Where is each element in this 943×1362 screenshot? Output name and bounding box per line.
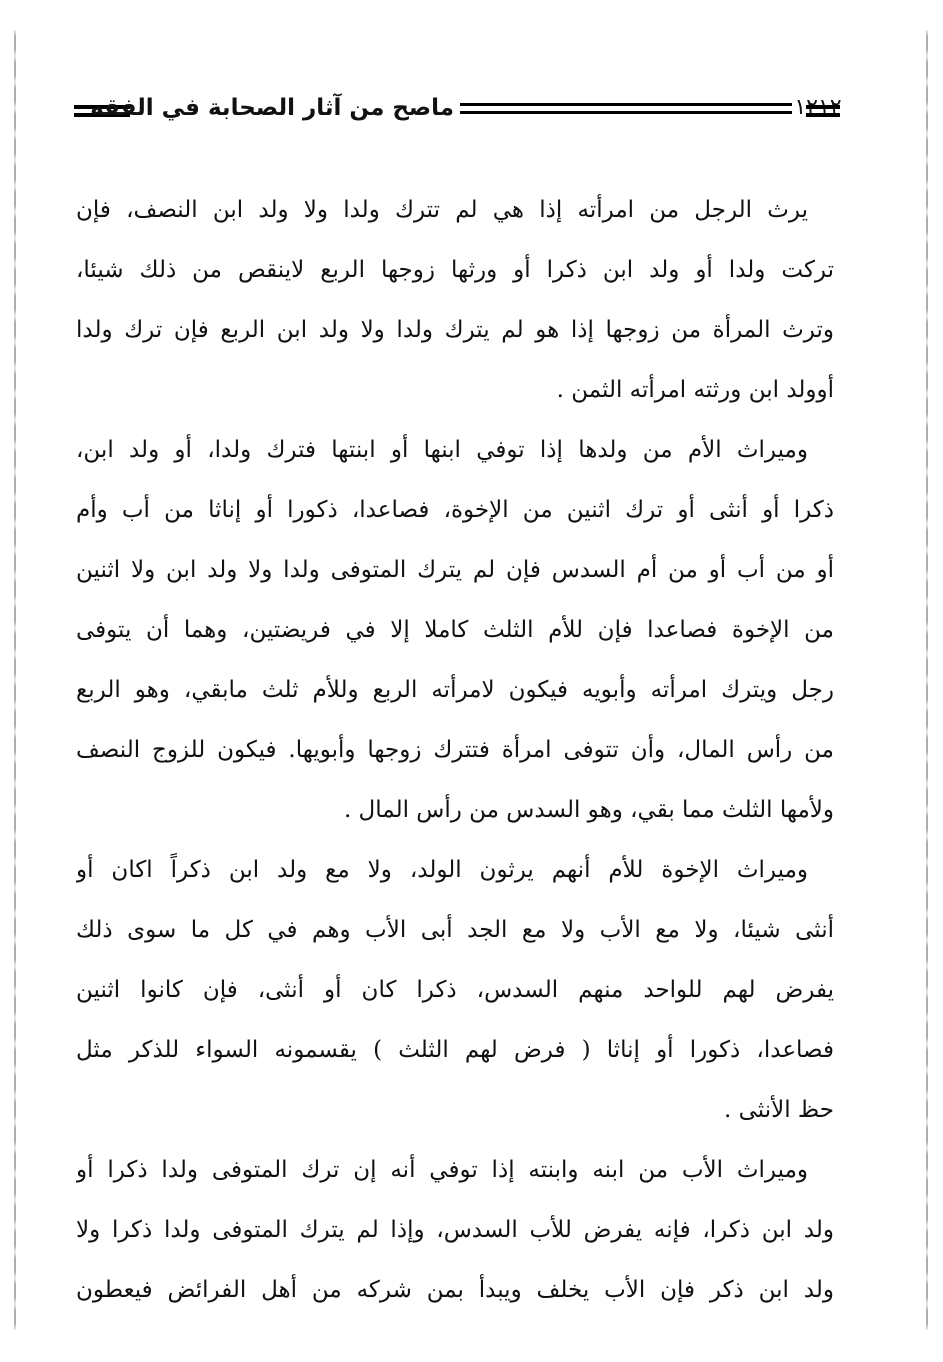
text-line: وميراث الإخوة للأم أنهم يرثون الولد، ولا مع ولد ابن ذكراً اكان أو: [76, 857, 808, 883]
text-line: فصاعدا، ذكورا أو إناثا ( فرض لهم الثلث ) يقسمونه السواء للذكر مثل: [76, 1037, 834, 1063]
text-line: ولد ابن ذكرا، فإنه يفرض للأب السدس، وإذا لم يترك المتوفى ولدا ذكرا ولا: [76, 1217, 834, 1243]
text-line: وميراث الأم من ولدها إذا توفي ابنها أو ابنتها فترك ولدا، أو ولد ابن،: [76, 437, 808, 463]
text-line: من رأس المال، وأن تتوفى امرأة فتترك زوجها وأبويها. فيكون للزوج النصف: [76, 737, 834, 763]
text-line: وترث المرأة من زوجها إذا هو لم يترك ولدا ولا ولد ابن الربع فإن ترك ولدا: [76, 317, 834, 343]
text-line: ذكرا أو أنثى أو ترك اثنين من الإخوة، فصاعدا، ذكورا أو إناثا من أب وأم: [76, 497, 834, 523]
text-line: أو من أب أو من أم السدس فإن لم يترك المتوفى ولدا ولا ولد ابن ولا اثنين: [76, 557, 834, 583]
text-line: يرث الرجل من امرأته إذا هي لم تترك ولدا ولا ولد ابن النصف، فإن: [76, 197, 808, 223]
text-line: يفرض لهم للواحد منهم السدس، ذكرا كان أو أنثى، فإن كانوا اثنين: [76, 977, 834, 1003]
text-line: ولأمها الثلث مما بقي، وهو السدس من رأس المال .: [343, 797, 834, 823]
page-number: ١٢١٢: [792, 92, 844, 124]
text-line: أنثى شيئا، ولا مع الأب ولا مع الجد أبى الأب وهم في كل ما سوى ذلك: [76, 917, 834, 943]
running-header: [70, 92, 840, 132]
text-line: حظ الأنثى .: [723, 1097, 834, 1123]
header-rule-middle: [460, 103, 796, 114]
text-line: وميراث الأب من ابنه وابنته إذا توفي أنه إن ترك المتوفى ولدا ذكرا أو: [76, 1157, 808, 1183]
right-edge-scan-dots: [926, 30, 928, 1330]
body-text: [76, 180, 834, 1320]
text-line: أوولد ابن ورثته امرأته الثمن .: [556, 377, 834, 403]
text-line: من الإخوة فصاعدا فإن للأم الثلث كاملا إلا في فريضتين، وهما أن يتوفى: [76, 617, 834, 643]
text-line: رجل ويترك امرأته وأبويه فيكون لامرأته الربع وللأم ثلث مابقي، وهو الربع: [76, 677, 834, 703]
left-edge-scan-dots: [14, 30, 16, 1330]
book-title: ماصح من آثار الصحابة في الفقه: [90, 95, 454, 121]
text-line: ولد ابن ذكر فإن الأب يخلف ويبدأ بمن شركه من أهل الفرائض فيعطون: [76, 1277, 834, 1303]
text-line: تركت ولدا أو ولد ابن ذكرا أو ورثها زوجها الربع لاينقص من ذلك شيئا،: [76, 257, 834, 283]
header-rule-right: [806, 105, 840, 117]
